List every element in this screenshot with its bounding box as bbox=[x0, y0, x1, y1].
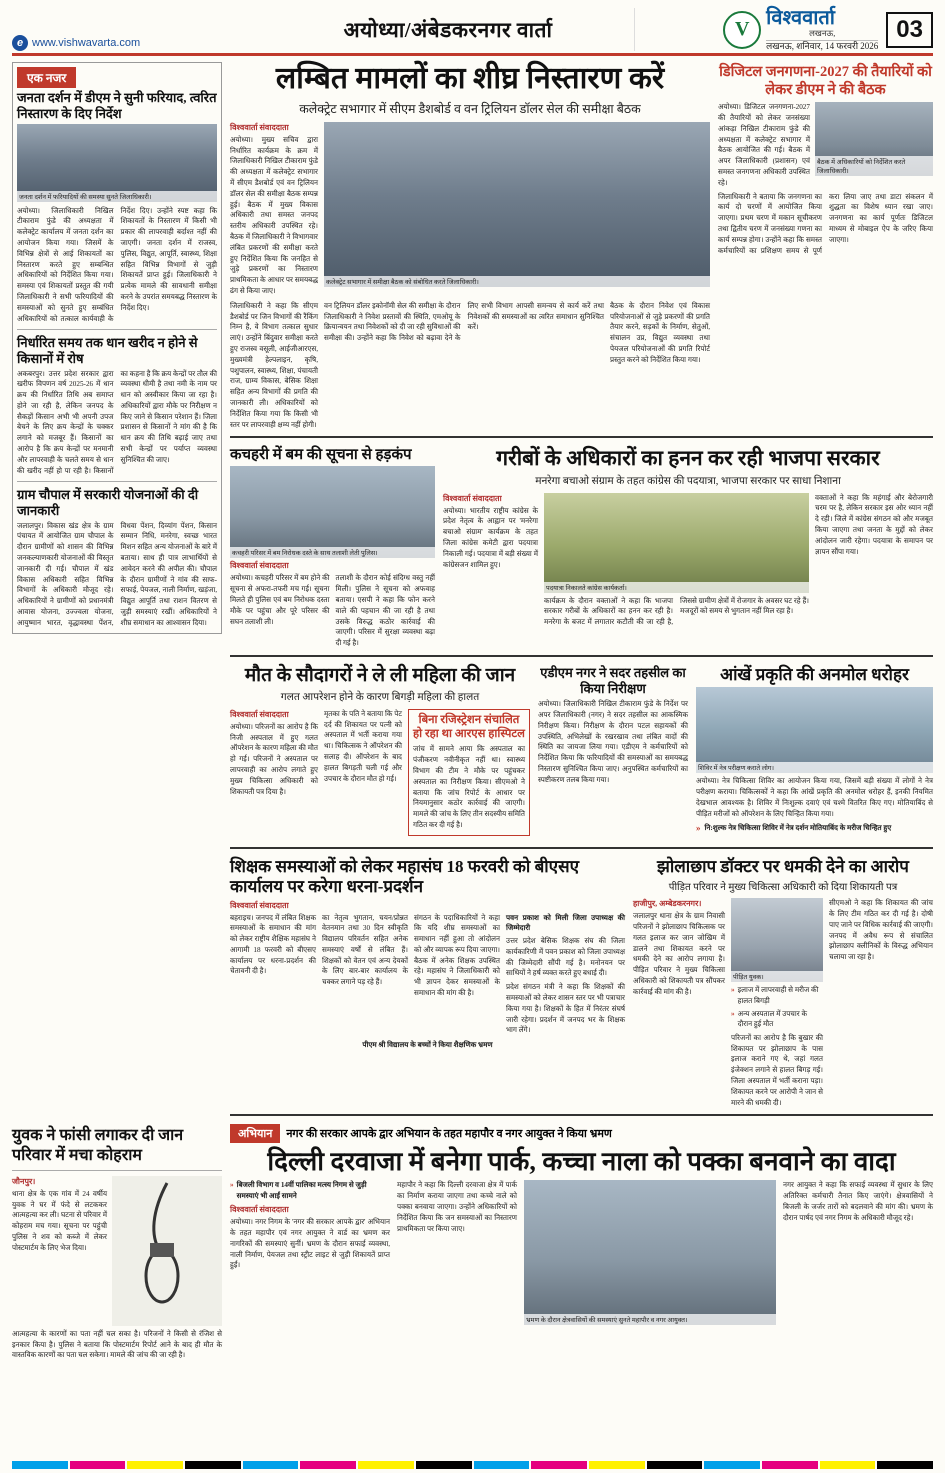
masthead-left bbox=[12, 8, 262, 51]
quack-photo bbox=[731, 898, 823, 982]
website-url[interactable]: www.vishwavarta.com bbox=[32, 37, 141, 50]
suicide-headline: युवक ने फांसी लगाकर दी जान परिवार में मचा कोहराम bbox=[12, 1127, 184, 1164]
left-story-1-figure bbox=[17, 124, 217, 202]
bomb-photo bbox=[230, 466, 435, 558]
quack-bullet-2-text: अन्य अस्पताल में उपचार के दौरान हुई मौत bbox=[737, 1009, 807, 1029]
quack-byline: हाजीपुर, अम्बेडकरनगर। bbox=[633, 899, 702, 909]
campaign-text-3: नगर आयुक्त ने कहा कि सफाई व्यवस्था में सुधार के लिए अतिरिक्त कर्मचारी तैनात किए जाएंगे। क्षेत्रवासियों ने बिजली के जर्जर तारों को बदलवाने की मांग की। भ्रमण के दौरान पार्षद एवं नगर निगम के अधिकारी मौजूद रहे। bbox=[783, 1181, 933, 1222]
campaign-tagbar bbox=[230, 1124, 933, 1143]
lead-photo bbox=[324, 122, 710, 287]
bjp-text-1: अयोध्या। भारतीय राष्ट्रीय कांग्रेस के प्रदेश नेतृत्व के आह्वान पर 'मनरेगा बचाओ संग्राम' कार्यक्रम के तहत जिला कांग्रेस कमेटी द्वारा पदयात्रा निकाली गई। पदयात्रा में बड़ी संख्या में कांग्रेसजन शामिल हुए। bbox=[443, 506, 538, 569]
teacher-text-3: संगठन के पदाधिकारियों ने कहा कि यदि शीघ्र समस्याओं का समाधान नहीं हुआ तो आंदोलन को और व्यापक रूप दिया जाएगा। बैठक में अनेक शिक्षक उपस्थित रहे। महासंघ ने जिलाधिकारी को भी ज्ञापन देकर समस्याओं के समाधान की मांग की है। bbox=[414, 913, 500, 998]
logo-text bbox=[766, 8, 878, 51]
bjp-photo-caption: पदयात्रा निकालते कांग्रेस कार्यकर्ता। bbox=[544, 582, 809, 593]
death-sidebox bbox=[408, 709, 530, 836]
masthead-center bbox=[262, 8, 634, 51]
left-story-3-headline: ग्राम चौपाल में सरकारी योजनाओं की दी जानकारी bbox=[17, 487, 199, 519]
bjp-story bbox=[443, 444, 933, 649]
teacher-headline: शिक्षक समस्याओं को लेकर महासंघ 18 फरवरी को बीएसए कार्यालय पर करेगा धरना-प्रदर्शन bbox=[230, 856, 579, 897]
third-band bbox=[230, 663, 933, 841]
campaign-text-2: महापौर ने कहा कि दिल्ली दरवाजा क्षेत्र में पार्क का निर्माण कराया जाएगा तथा कच्चे नाले को पक्का बनवाया जाएगा। उन्होंने अधिकारियों को निर्देशित किया कि जन समस्याओं का निस्तारण प्राथमिकता पर किया जाए। bbox=[397, 1181, 517, 1233]
left-story-3-text: जलालपुर। विकास खंड क्षेत्र के ग्राम पंचायत में आयोजित ग्राम चौपाल के दौरान ग्रामीणों को शासन की विभिन्न जनकल्याणकारी योजनाओं की विस्तृत जानकारी दी गई। चौपाल में खंड विकास अधिकारी सहित विभिन्न विभागों के अधिकारी मौजूद रहे। अधिकारियों ने ग्रामीणों को प्रधानमंत्री आवास योजना, उज्ज्वला योजना, आयुष्मान भारत, वृद्धावस्था पेंशन, विधवा पेंशन, दिव्यांग पेंशन, किसान सम्मान निधि, मनरेगा, स्वच्छ भारत मिशन सहित अन्य योजनाओं के बारे में बताया। साथ ही पात्र लाभार्थियों से आवेदन करने की अपील की। चौपाल के दौरान ग्रामीणों ने गांव की साफ-सफाई, पेयजल, नाली निर्माण, खड़ंजा, विद्युत आपूर्ति तथा राशन वितरण से जुड़ी समस्याएं रखीं। अधिकारियों ने शीघ्र समाधान का आश्वासन दिया। bbox=[17, 521, 217, 627]
paper-logo bbox=[723, 8, 878, 51]
bottom-band bbox=[12, 1124, 933, 1361]
lead-headline: लम्बित मामलों का शीघ्र निस्तारण करें bbox=[275, 62, 665, 96]
lead-text-2: जिलाधिकारी ने कहा कि सीएम डैशबोर्ड पर जिन विभागों की रैंकिंग निम्न है, वे विभाग तत्काल सुधार लाएं। उन्होंने बिंदुवार समीक्षा करते हुए राजस्व वसूली, आईजीआरएस, मुख्यमंत्री हेल्पलाइन, कृषि, पशुपालन, स्वास्थ्य, शिक्षा, पंचायती राज, ग्राम्य विकास, बेसिक शिक्षा सहित अन्य विभागों की प्रगति की जानकारी ली। अधिकारियों को निर्देशित किया गया कि किसी भी स्तर पर लापरवाही क्षम्य नहीं होगी। bbox=[230, 301, 318, 429]
arrow-icon: » bbox=[696, 822, 701, 833]
bjp-photo bbox=[544, 493, 809, 593]
quack-photo-caption: पीड़ित युवक। bbox=[731, 971, 823, 982]
lead-photo-wrap bbox=[324, 122, 710, 297]
teacher-extra-text: उत्तर प्रदेश बेसिक शिक्षक संघ की जिला कार्यकारिणी में पवन प्रकाश को जिला उपाध्यक्ष की जिम्मेदारी सौंपी गई है। मनोनयन पर साथियों ने हर्ष व्यक्त करते हुए बधाई दी। bbox=[506, 937, 625, 978]
death-byline: विश्ववार्ता संवाददाता bbox=[230, 709, 289, 719]
death-headline: मौत के सौदागरों ने ले ली महिला की जान bbox=[244, 664, 516, 686]
lead-text-4: बैठक के दौरान निवेश एवं विकास परियोजनाओं से जुड़े प्रकरणों की प्रगति तैयार करने, सड़कों के निर्माण, सेतुओं, संचालन उप्र, विद्युत व्यवस्था तथा पेयजल परियोजनाओं की प्रगति रिपोर्ट प्रस्तुत करने को निर्देशित किया गया। bbox=[610, 301, 710, 364]
census-text-1: अयोध्या। डिजिटल जनगणना-2027 की तैयारियों को लेकर जनसंख्या आंकड़ा निखिल टीकाराम फुंडे की अध्यक्षता में कलेक्ट्रेट सभागार में बैठक आयोजित की गई। बैठक में अपर जिलाधिकारी (प्रशासन) एवं समस्त जनगणना अधिकारी उपस्थित रहे। bbox=[718, 103, 810, 187]
bjp-subhead: मनरेगा बचाओ संग्राम के तहत कांग्रेस की पदयात्रा, भाजपा सरकार पर साधा निशाना bbox=[535, 475, 841, 487]
e-logo-icon: e bbox=[12, 35, 28, 51]
bullet-arrow-icon: » bbox=[731, 986, 735, 995]
logo-title: विश्ववार्ता bbox=[766, 7, 835, 29]
quack-headline: झोलाछाप डॉक्टर पर धमकी देने का आरोप bbox=[657, 856, 909, 876]
left-story-1-text: अयोध्या। जिलाधिकारी निखिल टीकाराम फुंडे की अध्यक्षता में कलेक्ट्रेट कार्यालय में जनता दर्शन का आयोजन किया गया। जिसमें के विभिन्न क्षेत्रों से आई शिकायतों का निस्तारण करते हुए सम्बन्धित अधिकारियों को निर्देशित किया गया। समस्या एवं शिकायतों प्रस्तुत की गयी जिलाधिकारी ने सभी फरियादियों की समस्याओं को सुनते हुए सम्बंधित अधिकारियों को तत्काल कार्यवाही के निर्देश दिए। उन्होंने स्पष्ट कहा कि शिकायतों के निस्तारण में किसी भी प्रकार की लापरवाही बर्दाश्त नहीं की जाएगी। जनता दर्शन में राजस्व, पुलिस, विद्युत, आपूर्ति, स्वास्थ्य, शिक्षा सहित विभिन्न विभागों से जुड़ी शिकायतें प्राप्त हुई। जिलाधिकारी ने प्रत्येक मामले की सावधानी समीक्षा करने के उपरांत समयबद्ध निस्तारण के निर्देश दिए। bbox=[17, 206, 217, 323]
sadar-text: अयोध्या। जिलाधिकारी निखिल टीकाराम फुंडे के निर्देश पर अपर जिलाधिकारी (नगर) ने सदर तहसील का आकस्मिक निरीक्षण किया। निरीक्षण के दौरान पटल सहायकों की उपस्थिति, अभिलेखों के रखरखाव तथा लंबित वादों की स्थिति का जायजा लिया गया। एडीएम ने कर्मचारियों को निर्देशित किया कि फरियादियों की समस्याओं का समयबद्ध निस्तारण सुनिश्चित किया जाए। अनुपस्थित कर्मचारियों का स्पष्टीकरण तलब किया गया। bbox=[538, 700, 688, 784]
ek-nazar-tag: एक नजर bbox=[17, 67, 76, 88]
census-text-2: जिलाधिकारी ने बताया कि जनगणना का कार्य दो चरणों में आयोजित किया जाएगा। प्रथम चरण में मकान सूचीकरण तथा द्वितीय चरण में जनसंख्या गणना का कार्य सम्पन्न होगा। उन्होंने कहा कि समस्त कर्मचारियों का प्रशिक्षण समय से पूर्ण करा लिया जाए तथा डाटा संकलन में शुद्धता का विशेष ध्यान रखा जाए। जनगणना का कार्य पूर्णतः डिजिटल माध्यम से मोबाइल ऐप के जरिए किया जाएगा। bbox=[718, 192, 933, 255]
quack-text-3: सीएमओ ने कहा कि शिकायत की जांच के लिए टीम गठित कर दी गई है। दोषी पाए जाने पर विधिक कार्रवाई की जाएगी। जनपद में अवैध रूप से संचालित झोलाछाप क्लीनिकों के विरुद्ध अभियान चलाया जा रहा है। bbox=[829, 899, 933, 962]
census-headline: डिजिटल जनगणना-2027 की तैयारियों को लेकर डीएम ने की बैठक bbox=[719, 64, 932, 98]
census-photo-caption: बैठक में अधिकारियों को निर्देशित करते जिलाधिकारी। bbox=[815, 156, 933, 176]
nature-photo-caption: शिविर में नेत्र परीक्षण कराते लोग। bbox=[696, 762, 933, 773]
campaign-tagline: नगर की सरकार आपके द्वार अभियान के तहत महापौर व नगर आयुक्त ने किया भ्रमण bbox=[286, 1128, 612, 1141]
masthead-right bbox=[634, 8, 933, 51]
left-story-2-headline: निर्धारित समय तक धान खरीद न होने से किसानों में रोष bbox=[17, 335, 198, 366]
bomb-photo-caption: कचहरी परिसर में बम निरोधक दस्ते के साथ तलाशी लेती पुलिस। bbox=[230, 547, 435, 558]
census-photo bbox=[815, 102, 933, 176]
teacher-sub-caption: पीएम श्री विद्यालय के बच्चों ने किया शैक्षणिक भ्रमण bbox=[362, 1041, 493, 1050]
quack-bullet-1 bbox=[731, 985, 823, 1006]
death-box-title: बिना रजिस्ट्रेशन संचालित हो रहा था आरएस हास्पिटल bbox=[413, 713, 525, 740]
suicide-text-2: आत्महत्या के कारणों का पता नहीं चल सका है। परिजनों ने किसी से रंजिश से इनकार किया है। पुलिस ने बताया कि पोस्टमार्टम रिपोर्ट आने के बाद ही मौत के वास्तविक कारणों का पता चल सकेगा। मामले की जांच की जा रही है। bbox=[12, 1329, 222, 1360]
ek-nazar-box bbox=[12, 62, 222, 633]
lead-story bbox=[230, 62, 710, 430]
teacher-byline: विश्ववार्ता संवाददाता bbox=[230, 900, 289, 910]
fourth-band bbox=[230, 855, 933, 1109]
campaign-bullet-icon: » bbox=[230, 1181, 234, 1190]
sadar-headline: एडीएम नगर ने सदर तहसील का किया निरीक्षण bbox=[540, 664, 686, 696]
edition-title: अयोध्या/अंबेडकरनगर वार्ता bbox=[343, 17, 553, 42]
teacher-text-4: प्रदेश संगठन मंत्री ने कहा कि शिक्षकों की समस्याओं को लेकर शासन स्तर पर भी पत्राचार किया गया है। शिक्षकों के हित में निरंतर संघर्ष जारी रहेगा। प्रदर्शन में जनपद भर के शिक्षक भाग लेंगे। bbox=[506, 983, 625, 1035]
death-text-2: मृतका के पति ने बताया कि पेट दर्द की शिकायत पर पत्नी को अस्पताल में भर्ती कराया गया था। चिकित्सक ने ऑपरेशन की सलाह दी। ऑपरेशन के बाद हालत बिगड़ती चली गई और उपचार के दौरान मौत हो गई। bbox=[324, 709, 402, 783]
bomb-text-2: तलाशी के दौरान कोई संदिग्ध वस्तु नहीं मिली। पुलिस ने सूचना को अफवाह बताया। एसपी ने कहा कि फोन करने वाले की पहचान की जा रही है तथा उसके विरुद्ध कठोर कार्रवाई की जाएगी। परिसर में सुरक्षा व्यवस्था बढ़ा दी गई है। bbox=[335, 574, 435, 648]
left-story-1-photo bbox=[17, 124, 217, 202]
logo-sub: लखनऊ, bbox=[809, 28, 836, 38]
lead-text-1: अयोध्या। मुख्य सचिव द्वारा निर्धारित कार्यक्रम के क्रम में जिलाधिकारी निखिल टीकाराम फुंडे की अध्यक्षता में कलेक्ट्रेट सभागार में सीएम डैशबोर्ड एवं वन ट्रिलियन डॉलर सेल की समीक्षा बैठक सम्पन्न हुई। बैठक में मुख्य विकास अधिकारी तथा समस्त जनपद स्तरीय अधिकारी उपस्थित रहे। बैठक में जिलाधिकारी ने विभागवार लंबित प्रकरणों की समीक्षा करते हुए निर्देशित किया कि जनहित से जुड़े प्रकरणों का निस्तारण प्राथमिकता के आधार पर समयबद्ध ढंग से किया जाए। bbox=[230, 135, 318, 296]
bomb-story bbox=[230, 444, 435, 649]
second-band bbox=[230, 444, 933, 649]
suicide-story bbox=[12, 1124, 222, 1361]
death-box-text: जांच में सामने आया कि अस्पताल का पंजीकरण नवीनीकृत नहीं था। स्वास्थ्य विभाग की टीम ने मौके पर पहुंचकर अस्पताल का निरीक्षण किया। सीएमओ ने बताया कि जांच रिपोर्ट के आधार पर नियमानुसार कठोर कार्रवाई की जाएगी। मामले की जांच के लिए तीन सदस्यीय समिति गठित कर दी गई है। bbox=[413, 745, 525, 829]
page-number: 03 bbox=[886, 12, 933, 48]
lead-text-3: वन ट्रिलियन डॉलर इकोनॉमी सेल की समीक्षा के दौरान जिलाधिकारी ने निवेश प्रस्तावों की स्थिति, एमओयू के क्रियान्वयन तथा निवेशकों को दी जा रही सुविधाओं की समीक्षा की। उन्होंने कहा कि निवेश को बढ़ावा देने के लिए सभी विभाग आपसी समन्वय से कार्य करें तथा निवेशकों की समस्याओं का त्वरित समाधान सुनिश्चित करें। bbox=[324, 301, 604, 343]
bjp-text-3: वक्ताओं ने कहा कि महंगाई और बेरोजगारी चरम पर है, लेकिन सरकार इस ओर ध्यान नहीं दे रही। जिले में कांग्रेस संगठन को और मजबूत किया जाएगा तथा जनता के मुद्दों को लेकर आंदोलन जारी रहेगा। पदयात्रा के समापन पर ज्ञापन सौंपा गया। bbox=[815, 493, 933, 556]
campaign-story bbox=[230, 1124, 933, 1361]
bomb-text-1: अयोध्या। कचहरी परिसर में बम होने की सूचना से अफरा-तफरी मच गई। सूचना मिलते ही पुलिस एवं बम निरोधक दस्ता मौके पर पहुंचा और पूरे परिसर की सघन तलाशी ली। bbox=[230, 574, 330, 626]
death-story bbox=[230, 663, 530, 841]
dateline: लखनऊ, शनिवार, 14 फरवरी 2026 bbox=[766, 40, 879, 51]
masthead bbox=[12, 8, 933, 56]
bullet-arrow-icon-2: » bbox=[731, 1009, 735, 1018]
sadar-story bbox=[538, 663, 688, 841]
page-body bbox=[12, 62, 933, 1122]
cmyk-registration-strip bbox=[12, 1461, 933, 1469]
campaign-byline: विश्ववार्ता संवाददाता bbox=[230, 1205, 289, 1215]
left-story-2-text: अकबरपुर। उत्तर प्रदेश सरकार द्वारा खरीफ विपणन वर्ष 2025-26 में धान क्रय की निर्धारित तिथि अब समाप्त होने जा रही है, लेकिन जनपद के सैकड़ों किसान अभी भी अपनी उपज बेचने के लिए क्रय केन्द्रों के चक्कर लगाने को मजबूर हैं। किसानों का आरोप है कि क्रय केन्द्रों पर मनमानी और लापरवाही के चलते समय से धान की खरीद नहीं हो पा रही है। किसानों का कहना है कि क्रय केन्द्रों पर तौल की व्यवस्था धीमी है तथा नमी के नाम पर धान को अस्वीकार किया जा रहा है। अधिकारियों द्वारा मौके पर निरीक्षण न किए जाने से किसान परेशान हैं। जिला प्रशासन से किसानों ने मांग की है कि धान क्रय की तिथि बढ़ाई जाए तथा सभी केन्द्रों पर पर्याप्त व्यवस्था सुनिश्चित की जाए। bbox=[17, 369, 217, 475]
noose-illustration bbox=[112, 1176, 222, 1326]
nature-text: अयोध्या। नेत्र चिकित्सा शिविर का आयोजन किया गया, जिसमें बड़ी संख्या में लोगों ने नेत्र परीक्षण कराया। चिकित्सकों ने कहा कि आंखें प्रकृति की अनमोल धरोहर हैं, इनकी नियमित देखभाल आवश्यक है। शिविर में निःशुल्क दवाएं एवं चश्मे वितरित किए गए। मोतियाबिंद से पीड़ित मरीजों को ऑपरेशन के लिए चिन्हित किया गया। bbox=[696, 777, 933, 818]
bomb-headline: कचहरी में बम की सूचना से हड़कंप bbox=[230, 447, 412, 464]
quack-subhead: पीड़ित परिवार ने मुख्य चिकित्सा अधिकारी को दिया शिकायती पत्र bbox=[668, 882, 898, 894]
left-story-1-photo-caption: जनता दर्शन में फरियादियों की समस्या सुनते जिलाधिकारी। bbox=[17, 191, 217, 202]
quack-bullet-1-text: इलाज में लापरवाही से मरीज की हालत बिगड़ी bbox=[737, 986, 819, 1005]
campaign-photo bbox=[524, 1180, 776, 1325]
lead-subhead: कलेक्ट्रेट सभागार में सीएम डैशबोर्ड व वन ट्रिलियन डॉलर सेल की समीक्षा बैठक bbox=[299, 101, 641, 116]
noose-icon bbox=[132, 1181, 202, 1321]
campaign-photo-caption: भ्रमण के दौरान क्षेत्रवासियों की समस्याएं सुनते महापौर व नगर आयुक्त। bbox=[524, 1314, 776, 1325]
campaign-headline: दिल्ली दरवाजा में बनेगा पार्क, कच्चा नाला को पक्का बनवाने का वादा bbox=[267, 1147, 896, 1177]
quack-text-1: जलालपुर थाना क्षेत्र के ग्राम निवासी परिजनों ने झोलाछाप चिकित्सक पर गलत इलाज कर जान जोखिम में डालने तथा शिकायत करने पर धमकी देने का आरोप लगाया है। पीड़ित परिवार ने मुख्य चिकित्सा अधिकारी को शिकायती पत्र सौंपकर कार्रवाई की मांग की है। bbox=[633, 912, 725, 996]
nature-caption-box bbox=[696, 823, 933, 834]
top-band bbox=[230, 62, 933, 430]
campaign-bullet-text: बिजली विभाग व 14वीं पालिका मत्स्य निगम से जुड़ी समस्याएं भी आईं सामने bbox=[236, 1181, 367, 1200]
logo-mark-icon: V bbox=[723, 11, 761, 49]
bjp-byline: विश्ववार्ता संवाददाता bbox=[443, 493, 502, 503]
campaign-text-1: अयोध्या। नगर निगम के 'नगर की सरकार आपके द्वार' अभियान के तहत महापौर एवं नगर आयुक्त ने वार्ड का भ्रमण कर नागरिकों की समस्याएं सुनीं। भ्रमण के दौरान सफाई व्यवस्था, नाली निर्माण, पेयजल तथा स्ट्रीट लाइट से जुड़ी शिकायतें प्राप्त हुईं। bbox=[230, 1218, 390, 1270]
left-story-1-headline: जनता दर्शन में डीएम ने सुनी फरियाद, त्वरित निस्तारण के दिए निर्देश bbox=[17, 90, 217, 121]
lead-photo-caption: कलेक्ट्रेट सभागार में समीक्षा बैठक को संबोधित करते जिलाधिकारी। bbox=[324, 276, 710, 287]
death-subhead: गलत आपरेशन होने के कारण बिगड़ी महिला की हालत bbox=[280, 691, 480, 703]
teacher-story bbox=[230, 855, 625, 1109]
left-column bbox=[12, 62, 222, 1122]
teacher-text-1: बहराइच। जनपद में लंबित शिक्षक समस्याओं के समाधान की मांग को लेकर राष्ट्रीय शैक्षिक महासंघ ने आगामी 18 फरवरी को बीएसए कार्यालय पर धरना-प्रदर्शन की चेतावनी दी है। bbox=[230, 913, 316, 976]
main-column bbox=[230, 62, 933, 1122]
teacher-text-2: का नेतृत्व भुगतान, चयन/प्रोन्नत वेतनमान तथा 30 दिन स्वीकृति विद्यालय परिवर्तन सहित अनेक समस्याएं वर्षों से लंबित हैं। शिक्षकों को वेतन एवं अन्य देयकों के लिए बार-बार कार्यालय के चक्कर लगाने पड़ रहे हैं। bbox=[322, 913, 408, 987]
lead-col-1 bbox=[230, 122, 318, 297]
suicide-byline: जौनपुर। bbox=[12, 1176, 36, 1186]
quack-text-2: परिजनों का आरोप है कि बुखार की शिकायत पर झोलाछाप के पास इलाज कराने गए थे, जहां गलत इंजेक्शन लगाने से हालत बिगड़ गई। जिला अस्पताल में भर्ती कराना पड़ा। शिकायत करने पर आरोपी ने जान से मारने की धमकी दी। bbox=[731, 1033, 823, 1107]
bjp-text-2: कार्यक्रम के दौरान वक्ताओं ने कहा कि भाजपा सरकार गरीबों के अधिकारों का हनन कर रही है। मनरेगा के बजट में लगातार कटौती की जा रही है, जिससे ग्रामीण क्षेत्रों में रोजगार के अवसर घट रहे हैं। मजदूरों को समय से भुगतान नहीं मिल रहा है। bbox=[544, 596, 809, 627]
bomb-byline: विश्ववार्ता संवाददाता bbox=[230, 561, 289, 571]
nature-photo bbox=[696, 687, 933, 773]
quack-story bbox=[633, 855, 933, 1109]
nature-story bbox=[696, 663, 933, 841]
census-story bbox=[718, 62, 933, 430]
nature-caption-text: नि:शुल्क नेत्र चिकित्सा शिविर में नेत्र दर्शन मोतियाबिंद के मरीज चिन्हित हुए bbox=[704, 823, 892, 832]
campaign-bullet bbox=[230, 1180, 390, 1201]
suicide-text-1: थाना क्षेत्र के एक गांव में 24 वर्षीय युवक ने घर में फंदे से लटककर आत्महत्या कर ली। घटना से परिवार में कोहराम मच गया। सूचना पर पहुंची पुलिस ने शव को कब्जे में लेकर पोस्टमार्टम के लिए भेज दिया। bbox=[12, 1189, 107, 1252]
teacher-extra-headline: पवन प्रकाश को मिली जिला उपाध्यक्ष की जिम्मेदारी bbox=[506, 913, 625, 933]
website-line[interactable] bbox=[12, 35, 262, 51]
quack-bullet-2 bbox=[731, 1009, 823, 1030]
campaign-tag: अभियान bbox=[230, 1124, 280, 1143]
nature-headline: आंखें प्रकृति की अनमोल धरोहर bbox=[720, 664, 909, 684]
lead-byline: विश्ववार्ता संवाददाता bbox=[230, 122, 289, 132]
bjp-headline: गरीबों के अधिकारों का हनन कर रही भाजपा सरकार bbox=[496, 446, 880, 471]
death-text-1: अयोध्या। परिजनों का आरोप है कि निजी अस्पताल में हुए गलत ऑपरेशन के कारण महिला की मौत हो गई। परिजनों ने अस्पताल पर लापरवाही का आरोप लगाते हुए मुख्य चिकित्सा अधिकारी को शिकायती पत्र दिया है। bbox=[230, 722, 318, 796]
